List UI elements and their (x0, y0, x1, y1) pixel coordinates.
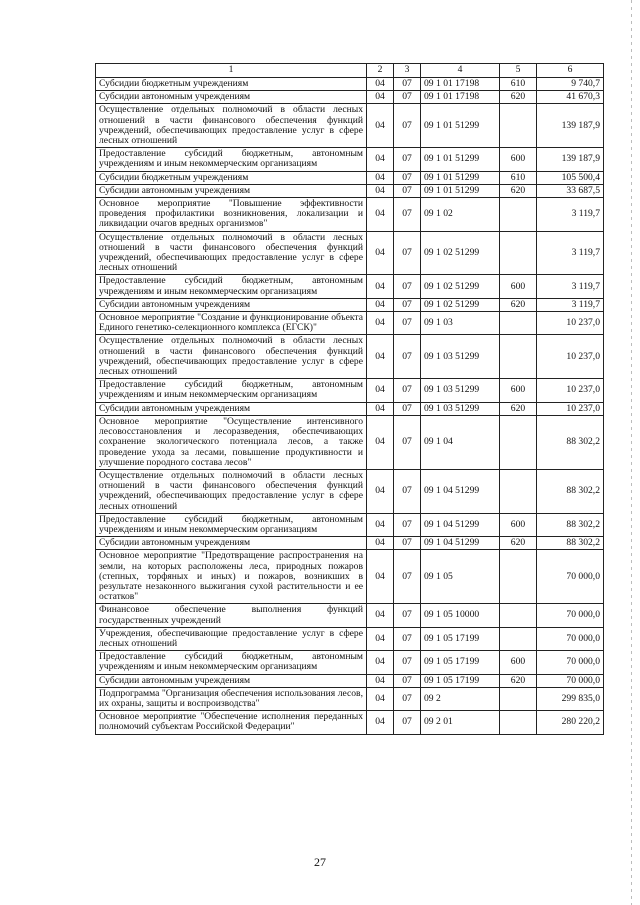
row-target-article-cell: 09 1 05 10000 (421, 604, 500, 627)
row-target-article-cell: 09 1 03 51299 (421, 402, 500, 415)
row-expense-type-cell (500, 627, 537, 650)
row-name-cell: Осуществление отдельных полномочий в области лесных отношений в части финансового обеспечения функций учреждений, обеспечивающих предоставление услуг в сфере лесных отношений (96, 469, 367, 513)
row-amount-cell: 280 220,2 (537, 711, 604, 734)
row-amount-cell: 3 119,7 (537, 198, 604, 232)
row-amount-cell: 3 119,7 (537, 275, 604, 298)
row-amount-cell: 10 237,0 (537, 379, 604, 402)
row-section-cell: 04 (367, 148, 394, 171)
row-subsection-cell: 07 (394, 335, 421, 379)
row-subsection-cell: 07 (394, 687, 421, 710)
table-row (96, 379, 604, 402)
row-subsection-cell: 07 (394, 231, 421, 275)
table-row (96, 275, 604, 298)
row-expense-type-cell (500, 335, 537, 379)
row-name-cell: Предоставление субсидий бюджетным, автономным учреждениям и иным некоммерческим организациям (96, 651, 367, 674)
row-target-article-cell: 09 1 04 (421, 415, 500, 469)
row-section-cell: 04 (367, 91, 394, 104)
row-target-article-cell: 09 1 02 51299 (421, 298, 500, 311)
row-subsection-cell: 07 (394, 550, 421, 604)
table-row (96, 231, 604, 275)
table-row (96, 550, 604, 604)
row-section-cell: 04 (367, 651, 394, 674)
column-header-name: 1 (96, 64, 367, 78)
row-expense-type-cell: 620 (500, 298, 537, 311)
row-target-article-cell: 09 1 01 51299 (421, 104, 500, 148)
row-expense-type-cell: 620 (500, 537, 537, 550)
row-subsection-cell: 07 (394, 415, 421, 469)
row-section-cell: 04 (367, 627, 394, 650)
row-target-article-cell: 09 1 04 51299 (421, 469, 500, 513)
row-amount-cell: 10 237,0 (537, 335, 604, 379)
row-name-cell: Субсидии автономным учреждениям (96, 674, 367, 687)
row-name-cell: Основное мероприятие "Обеспечение исполнения переданных полномочий субъектам Российской Федерации" (96, 711, 367, 734)
row-expense-type-cell: 620 (500, 402, 537, 415)
row-target-article-cell: 09 1 03 (421, 312, 500, 335)
row-section-cell: 04 (367, 231, 394, 275)
row-amount-cell: 33 687,5 (537, 184, 604, 197)
row-name-cell: Осуществление отдельных полномочий в области лесных отношений в части финансового обеспечения функций учреждений, обеспечивающих предоставление услуг в сфере лесных отношений (96, 231, 367, 275)
row-amount-cell: 105 500,4 (537, 171, 604, 184)
row-target-article-cell: 09 1 04 51299 (421, 513, 500, 536)
row-expense-type-cell (500, 469, 537, 513)
row-amount-cell: 70 000,0 (537, 550, 604, 604)
row-expense-type-cell: 620 (500, 91, 537, 104)
table-row (96, 91, 604, 104)
table-row (96, 78, 604, 91)
row-subsection-cell: 07 (394, 104, 421, 148)
table-row (96, 198, 604, 232)
row-subsection-cell: 07 (394, 513, 421, 536)
row-name-cell: Субсидии автономным учреждениям (96, 402, 367, 415)
row-subsection-cell: 07 (394, 312, 421, 335)
table-body (96, 78, 604, 735)
row-section-cell: 04 (367, 674, 394, 687)
row-expense-type-cell: 600 (500, 275, 537, 298)
row-subsection-cell: 07 (394, 275, 421, 298)
table-row (96, 312, 604, 335)
row-name-cell: Основное мероприятие "Создание и функционирование объекта Единого генетико-селекционного комплекса (ЕГСК)" (96, 312, 367, 335)
row-name-cell: Субсидии бюджетным учреждениям (96, 78, 367, 91)
row-section-cell: 04 (367, 275, 394, 298)
row-section-cell: 04 (367, 171, 394, 184)
row-target-article-cell: 09 1 02 (421, 198, 500, 232)
row-subsection-cell: 07 (394, 298, 421, 311)
table-row (96, 651, 604, 674)
row-expense-type-cell (500, 415, 537, 469)
table-row (96, 469, 604, 513)
scan-edge-line (631, 0, 632, 905)
row-expense-type-cell: 600 (500, 379, 537, 402)
table-row (96, 148, 604, 171)
row-target-article-cell: 09 1 02 51299 (421, 231, 500, 275)
row-expense-type-cell (500, 231, 537, 275)
row-expense-type-cell (500, 312, 537, 335)
row-section-cell: 04 (367, 513, 394, 536)
row-expense-type-cell (500, 550, 537, 604)
row-amount-cell: 70 000,0 (537, 651, 604, 674)
row-section-cell: 04 (367, 604, 394, 627)
row-section-cell: 04 (367, 687, 394, 710)
row-name-cell: Субсидии автономным учреждениям (96, 298, 367, 311)
row-expense-type-cell: 600 (500, 513, 537, 536)
page-number: 27 (314, 855, 326, 869)
table-row (96, 674, 604, 687)
table-row (96, 184, 604, 197)
row-target-article-cell: 09 1 01 17198 (421, 91, 500, 104)
row-name-cell: Субсидии автономным учреждениям (96, 537, 367, 550)
row-expense-type-cell: 610 (500, 78, 537, 91)
row-expense-type-cell: 600 (500, 148, 537, 171)
row-section-cell: 04 (367, 537, 394, 550)
row-expense-type-cell (500, 604, 537, 627)
row-target-article-cell: 09 2 01 (421, 711, 500, 734)
table-row (96, 171, 604, 184)
row-section-cell: 04 (367, 335, 394, 379)
row-section-cell: 04 (367, 415, 394, 469)
row-name-cell: Учреждения, обеспечивающие предоставление услуг в сфере лесных отношений (96, 627, 367, 650)
table-row (96, 604, 604, 627)
row-amount-cell: 88 302,2 (537, 537, 604, 550)
row-target-article-cell: 09 1 01 51299 (421, 148, 500, 171)
row-subsection-cell: 07 (394, 379, 421, 402)
row-target-article-cell: 09 1 01 17198 (421, 78, 500, 91)
row-amount-cell: 70 000,0 (537, 674, 604, 687)
row-name-cell: Предоставление субсидий бюджетным, автономным учреждениям и иным некоммерческим организациям (96, 275, 367, 298)
table-row (96, 335, 604, 379)
row-amount-cell: 88 302,2 (537, 513, 604, 536)
table-row (96, 298, 604, 311)
column-header-section: 2 (367, 64, 394, 78)
row-name-cell: Подпрограмма "Организация обеспечения использования лесов, их охраны, защиты и воспроизводства" (96, 687, 367, 710)
row-name-cell: Субсидии бюджетным учреждениям (96, 171, 367, 184)
row-section-cell: 04 (367, 78, 394, 91)
row-target-article-cell: 09 1 05 17199 (421, 674, 500, 687)
row-subsection-cell: 07 (394, 78, 421, 91)
row-expense-type-cell: 600 (500, 651, 537, 674)
row-name-cell: Осуществление отдельных полномочий в области лесных отношений в части финансового обеспечения функций учреждений, обеспечивающих предоставление услуг в сфере лесных отношений (96, 104, 367, 148)
row-expense-type-cell (500, 198, 537, 232)
row-expense-type-cell (500, 104, 537, 148)
row-name-cell: Основное мероприятие "Повышение эффективности проведения профилактики возникновения, локализации и ликвидации очагов вредных организмов" (96, 198, 367, 232)
row-subsection-cell: 07 (394, 711, 421, 734)
row-name-cell: Предоставление субсидий бюджетным, автономным учреждениям и иным некоммерческим организациям (96, 513, 367, 536)
table-row (96, 687, 604, 710)
row-subsection-cell: 07 (394, 402, 421, 415)
row-target-article-cell: 09 1 01 51299 (421, 171, 500, 184)
row-section-cell: 04 (367, 198, 394, 232)
row-name-cell: Субсидии автономным учреждениям (96, 91, 367, 104)
row-expense-type-cell (500, 687, 537, 710)
column-header-target-article: 4 (421, 64, 500, 78)
row-amount-cell: 139 187,9 (537, 104, 604, 148)
row-target-article-cell: 09 1 05 (421, 550, 500, 604)
row-expense-type-cell: 620 (500, 674, 537, 687)
table-row (96, 711, 604, 734)
table-row (96, 402, 604, 415)
row-target-article-cell: 09 1 02 51299 (421, 275, 500, 298)
row-section-cell: 04 (367, 104, 394, 148)
row-amount-cell: 3 119,7 (537, 231, 604, 275)
budget-allocation-table (95, 63, 604, 735)
row-section-cell: 04 (367, 711, 394, 734)
column-header-amount: 6 (537, 64, 604, 78)
row-section-cell: 04 (367, 184, 394, 197)
row-section-cell: 04 (367, 402, 394, 415)
table-header-row (96, 64, 604, 78)
row-subsection-cell: 07 (394, 674, 421, 687)
row-section-cell: 04 (367, 312, 394, 335)
row-section-cell: 04 (367, 469, 394, 513)
row-amount-cell: 88 302,2 (537, 469, 604, 513)
row-subsection-cell: 07 (394, 604, 421, 627)
row-subsection-cell: 07 (394, 184, 421, 197)
row-name-cell: Предоставление субсидий бюджетным, автономным учреждениям и иным некоммерческим организациям (96, 148, 367, 171)
table-row (96, 537, 604, 550)
row-target-article-cell: 09 1 01 51299 (421, 184, 500, 197)
row-subsection-cell: 07 (394, 537, 421, 550)
row-name-cell: Осуществление отдельных полномочий в области лесных отношений в части финансового обеспечения функций учреждений, обеспечивающих предоставление услуг в сфере лесных отношений (96, 335, 367, 379)
row-amount-cell: 70 000,0 (537, 627, 604, 650)
row-amount-cell: 88 302,2 (537, 415, 604, 469)
table-row (96, 415, 604, 469)
row-amount-cell: 10 237,0 (537, 312, 604, 335)
row-target-article-cell: 09 1 03 51299 (421, 379, 500, 402)
row-name-cell: Финансовое обеспечение выполнения функций государственных учреждений (96, 604, 367, 627)
row-amount-cell: 139 187,9 (537, 148, 604, 171)
column-header-subsection: 3 (394, 64, 421, 78)
row-target-article-cell: 09 1 05 17199 (421, 651, 500, 674)
row-amount-cell: 299 835,0 (537, 687, 604, 710)
row-subsection-cell: 07 (394, 148, 421, 171)
row-section-cell: 04 (367, 550, 394, 604)
row-expense-type-cell: 620 (500, 184, 537, 197)
row-subsection-cell: 07 (394, 91, 421, 104)
row-name-cell: Субсидии автономным учреждениям (96, 184, 367, 197)
row-subsection-cell: 07 (394, 469, 421, 513)
row-target-article-cell: 09 2 (421, 687, 500, 710)
row-name-cell: Основное мероприятие "Осуществление интенсивного лесовосстановления и лесоразведения, обеспечивающих сохранение экологического потенциала лесов, а также проведение ухода за лесами, повышение продуктивности и улучшение породного состава лесов" (96, 415, 367, 469)
table-row (96, 104, 604, 148)
row-expense-type-cell: 610 (500, 171, 537, 184)
row-target-article-cell: 09 1 05 17199 (421, 627, 500, 650)
row-amount-cell: 70 000,0 (537, 604, 604, 627)
row-subsection-cell: 07 (394, 198, 421, 232)
row-subsection-cell: 07 (394, 627, 421, 650)
row-amount-cell: 10 237,0 (537, 402, 604, 415)
row-subsection-cell: 07 (394, 171, 421, 184)
table-row (96, 513, 604, 536)
row-amount-cell: 3 119,7 (537, 298, 604, 311)
row-target-article-cell: 09 1 04 51299 (421, 537, 500, 550)
table-row (96, 627, 604, 650)
row-target-article-cell: 09 1 03 51299 (421, 335, 500, 379)
row-amount-cell: 41 670,3 (537, 91, 604, 104)
row-subsection-cell: 07 (394, 651, 421, 674)
row-amount-cell: 9 740,7 (537, 78, 604, 91)
column-header-expense-type: 5 (500, 64, 537, 78)
row-section-cell: 04 (367, 379, 394, 402)
row-name-cell: Основное мероприятие "Предотвращение распространения на земли, на которых расположены леса, природных пожаров (степных, торфяных и иных) и пожаров, возникших в результате незаконного выжигания сухой растительности и ее остатков" (96, 550, 367, 604)
row-name-cell: Предоставление субсидий бюджетным, автономным учреждениям и иным некоммерческим организациям (96, 379, 367, 402)
row-expense-type-cell (500, 711, 537, 734)
row-section-cell: 04 (367, 298, 394, 311)
